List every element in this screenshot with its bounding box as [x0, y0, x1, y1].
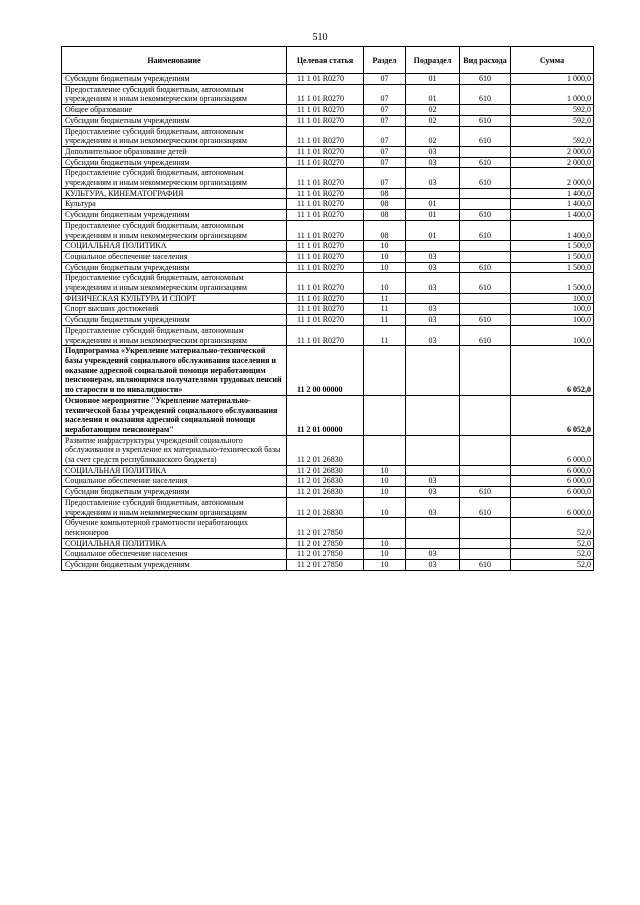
cell-subsection: 01 [406, 74, 460, 85]
cell-amount: 52,0 [511, 549, 594, 560]
cell-target: 11 1 01 R0270 [287, 293, 364, 304]
cell-name: Социальное обеспечение населения [62, 549, 287, 560]
table-row [62, 560, 594, 571]
table-row [62, 538, 594, 549]
cell-expense-type: 610 [460, 84, 511, 104]
cell-target: 11 2 01 27850 [287, 518, 364, 538]
cell-subsection: 01 [406, 220, 460, 240]
cell-amount: 100,0 [511, 315, 594, 326]
table-row [62, 487, 594, 498]
cell-section [364, 346, 406, 396]
cell-subsection [406, 346, 460, 396]
cell-amount: 1 400,0 [511, 210, 594, 221]
cell-name: СОЦИАЛЬНАЯ ПОЛИТИКА [62, 465, 287, 476]
table-row [62, 168, 594, 188]
cell-section [364, 518, 406, 538]
cell-subsection [406, 518, 460, 538]
cell-name: Предоставление субсидий бюджетным, автономным учреждениям и иным некоммерческим организациям [62, 220, 287, 240]
cell-amount: 1 500,0 [511, 262, 594, 273]
cell-expense-type: 610 [460, 560, 511, 571]
cell-expense-type: 610 [460, 126, 511, 146]
cell-target: 11 2 01 26830 [287, 465, 364, 476]
cell-section: 07 [364, 168, 406, 188]
table-row [62, 273, 594, 293]
cell-amount: 1 400,0 [511, 188, 594, 199]
cell-expense-type: 610 [460, 74, 511, 85]
budget-table [61, 46, 594, 571]
table-row [62, 199, 594, 210]
cell-expense-type [460, 251, 511, 262]
cell-name: Культура [62, 199, 287, 210]
cell-amount: 6 000,0 [511, 497, 594, 517]
table-row [62, 549, 594, 560]
cell-expense-type [460, 199, 511, 210]
cell-expense-type [460, 304, 511, 315]
cell-name: Предоставление субсидий бюджетным, автономным учреждениям и иным некоммерческим организациям [62, 273, 287, 293]
cell-section: 07 [364, 84, 406, 104]
cell-subsection: 02 [406, 105, 460, 116]
table-row [62, 518, 594, 538]
table-row [62, 241, 594, 252]
cell-section: 08 [364, 188, 406, 199]
cell-target: 11 1 01 R0270 [287, 241, 364, 252]
cell-expense-type: 610 [460, 497, 511, 517]
cell-target: 11 2 01 27850 [287, 560, 364, 571]
cell-subsection: 03 [406, 251, 460, 262]
cell-target: 11 1 01 R0270 [287, 168, 364, 188]
cell-name: Подпрограмма «Укрепление материально-технической базы учреждений социального обслуживания населения и оказание адресной социальной помощи неработающим пенсионерам, являющимся получателями трудовых пенсий по старости и по инвалидности» [62, 346, 287, 396]
cell-amount: 6 000,0 [511, 487, 594, 498]
cell-target: 11 1 01 R0270 [287, 199, 364, 210]
cell-amount: 1 500,0 [511, 251, 594, 262]
cell-subsection [406, 538, 460, 549]
table-row [62, 325, 594, 345]
cell-amount: 52,0 [511, 538, 594, 549]
column-header-name: Наименование [62, 47, 287, 74]
cell-subsection: 03 [406, 497, 460, 517]
cell-expense-type [460, 435, 511, 465]
cell-name: Обучение компьютерной грамотности неработающих пенсионеров [62, 518, 287, 538]
cell-expense-type: 610 [460, 210, 511, 221]
cell-amount: 100,0 [511, 325, 594, 345]
cell-name: Субсидии бюджетным учреждениям [62, 115, 287, 126]
table-row [62, 476, 594, 487]
cell-section: 10 [364, 465, 406, 476]
table-row [62, 346, 594, 396]
cell-target: 11 1 01 R0270 [287, 220, 364, 240]
cell-amount: 592,0 [511, 105, 594, 116]
cell-amount: 2 000,0 [511, 157, 594, 168]
cell-subsection [406, 435, 460, 465]
cell-amount: 1 000,0 [511, 84, 594, 104]
cell-amount: 592,0 [511, 126, 594, 146]
cell-name: СОЦИАЛЬНАЯ ПОЛИТИКА [62, 241, 287, 252]
cell-subsection: 02 [406, 126, 460, 146]
cell-section: 08 [364, 220, 406, 240]
cell-section: 07 [364, 157, 406, 168]
cell-name: Предоставление субсидий бюджетным, автономным учреждениям и иным некоммерческим организациям [62, 84, 287, 104]
cell-section: 10 [364, 241, 406, 252]
cell-subsection: 02 [406, 115, 460, 126]
cell-name: КУЛЬТУРА, КИНЕМАТОГРАФИЯ [62, 188, 287, 199]
cell-section: 07 [364, 74, 406, 85]
cell-expense-type [460, 241, 511, 252]
cell-amount: 6 052,0 [511, 346, 594, 396]
cell-expense-type [460, 146, 511, 157]
cell-name: Предоставление субсидий бюджетным, автономным учреждениям и иным некоммерческим организациям [62, 325, 287, 345]
table-row [62, 84, 594, 104]
cell-amount: 6 000,0 [511, 465, 594, 476]
cell-expense-type [460, 538, 511, 549]
cell-section: 10 [364, 497, 406, 517]
cell-amount: 52,0 [511, 518, 594, 538]
cell-target: 11 1 01 R0270 [287, 115, 364, 126]
cell-name: Субсидии бюджетным учреждениям [62, 262, 287, 273]
cell-section: 11 [364, 304, 406, 315]
cell-subsection: 03 [406, 273, 460, 293]
cell-name: Спорт высших достижений [62, 304, 287, 315]
cell-section: 10 [364, 538, 406, 549]
cell-target: 11 2 00 00000 [287, 346, 364, 396]
cell-target: 11 1 01 R0270 [287, 105, 364, 116]
cell-subsection: 03 [406, 476, 460, 487]
cell-name: ФИЗИЧЕСКАЯ КУЛЬТУРА И СПОРТ [62, 293, 287, 304]
cell-subsection: 03 [406, 549, 460, 560]
cell-section: 07 [364, 105, 406, 116]
table-row [62, 105, 594, 116]
cell-subsection: 03 [406, 315, 460, 326]
cell-expense-type [460, 476, 511, 487]
cell-amount: 1 400,0 [511, 220, 594, 240]
cell-target: 11 1 01 R0270 [287, 146, 364, 157]
cell-amount: 6 052,0 [511, 395, 594, 435]
page-number: 510 [312, 32, 328, 43]
cell-amount: 100,0 [511, 304, 594, 315]
table-row [62, 220, 594, 240]
cell-subsection: 01 [406, 210, 460, 221]
cell-expense-type [460, 518, 511, 538]
cell-target: 11 1 01 R0270 [287, 251, 364, 262]
cell-target: 11 2 01 26830 [287, 487, 364, 498]
cell-subsection [406, 293, 460, 304]
cell-expense-type [460, 465, 511, 476]
cell-subsection: 03 [406, 560, 460, 571]
cell-amount: 52,0 [511, 560, 594, 571]
cell-target: 11 2 01 26830 [287, 435, 364, 465]
cell-amount: 1 400,0 [511, 199, 594, 210]
cell-amount: 2 000,0 [511, 146, 594, 157]
table-body [62, 74, 594, 571]
cell-section: 07 [364, 126, 406, 146]
cell-subsection: 03 [406, 262, 460, 273]
cell-subsection [406, 241, 460, 252]
cell-section: 08 [364, 210, 406, 221]
cell-name: Общее образование [62, 105, 287, 116]
cell-subsection [406, 188, 460, 199]
cell-expense-type: 610 [460, 262, 511, 273]
table-row [62, 465, 594, 476]
cell-section: 07 [364, 115, 406, 126]
cell-subsection: 03 [406, 168, 460, 188]
cell-name: Социальное обеспечение населения [62, 476, 287, 487]
cell-target: 11 2 01 27850 [287, 549, 364, 560]
cell-subsection: 03 [406, 487, 460, 498]
cell-expense-type [460, 105, 511, 116]
table-row [62, 251, 594, 262]
cell-target: 11 1 01 R0270 [287, 157, 364, 168]
cell-subsection: 01 [406, 84, 460, 104]
cell-amount: 1 500,0 [511, 273, 594, 293]
cell-expense-type [460, 346, 511, 396]
cell-name: Основное мероприятие "Укрепление материально-технической базы учреждений социального обслуживания населения и оказания адресной социальной помощи неработающим пенсионерам" [62, 395, 287, 435]
cell-target: 11 2 01 00000 [287, 395, 364, 435]
cell-name: Субсидии бюджетным учреждениям [62, 560, 287, 571]
cell-name: Предоставление субсидий бюджетным, автономным учреждениям и иным некоммерческим организациям [62, 126, 287, 146]
cell-target: 11 1 01 R0270 [287, 304, 364, 315]
cell-name: Субсидии бюджетным учреждениям [62, 210, 287, 221]
cell-subsection: 03 [406, 325, 460, 345]
cell-amount: 592,0 [511, 115, 594, 126]
cell-expense-type: 610 [460, 315, 511, 326]
cell-section: 10 [364, 476, 406, 487]
cell-subsection [406, 395, 460, 435]
cell-expense-type: 610 [460, 273, 511, 293]
cell-subsection: 01 [406, 199, 460, 210]
cell-target: 11 1 01 R0270 [287, 84, 364, 104]
cell-amount: 6 000,0 [511, 435, 594, 465]
cell-name: Развитие инфраструктуры учреждений социального обслуживания и укрепление их материально-технической базы (за счет средств республиканского бюджета) [62, 435, 287, 465]
cell-name: Предоставление субсидий бюджетным, автономным учреждениям и иным некоммерческим организациям [62, 168, 287, 188]
cell-name: Субсидии бюджетным учреждениям [62, 315, 287, 326]
cell-target: 11 1 01 R0270 [287, 273, 364, 293]
cell-name: СОЦИАЛЬНАЯ ПОЛИТИКА [62, 538, 287, 549]
column-header-target: Целевая статья [287, 47, 364, 74]
table-row [62, 435, 594, 465]
cell-section: 10 [364, 487, 406, 498]
cell-target: 11 1 01 R0270 [287, 74, 364, 85]
column-header-section: Раздел [364, 47, 406, 74]
table-row [62, 188, 594, 199]
cell-target: 11 2 01 26830 [287, 476, 364, 487]
table-row [62, 497, 594, 517]
cell-target: 11 1 01 R0270 [287, 262, 364, 273]
cell-amount: 6 000,0 [511, 476, 594, 487]
cell-expense-type [460, 293, 511, 304]
cell-expense-type [460, 395, 511, 435]
column-header-subsection: Подраздел [406, 47, 460, 74]
cell-expense-type: 610 [460, 220, 511, 240]
table-row [62, 115, 594, 126]
table-row [62, 315, 594, 326]
cell-name: Предоставление субсидий бюджетным, автономным учреждениям и иным некоммерческим организациям [62, 497, 287, 517]
cell-section: 08 [364, 199, 406, 210]
cell-section: 11 [364, 293, 406, 304]
cell-section: 11 [364, 325, 406, 345]
cell-subsection: 03 [406, 146, 460, 157]
cell-name: Субсидии бюджетным учреждениям [62, 487, 287, 498]
cell-amount: 1 000,0 [511, 74, 594, 85]
table-row [62, 262, 594, 273]
cell-section: 11 [364, 315, 406, 326]
table-row [62, 74, 594, 85]
table-row [62, 304, 594, 315]
cell-expense-type: 610 [460, 168, 511, 188]
cell-subsection: 03 [406, 304, 460, 315]
table-row [62, 157, 594, 168]
cell-section [364, 435, 406, 465]
cell-amount: 2 000,0 [511, 168, 594, 188]
cell-target: 11 1 01 R0270 [287, 188, 364, 199]
cell-name: Дополнительное образование детей [62, 146, 287, 157]
cell-target: 11 2 01 26830 [287, 497, 364, 517]
cell-target: 11 1 01 R0270 [287, 325, 364, 345]
cell-expense-type: 610 [460, 115, 511, 126]
cell-subsection: 03 [406, 157, 460, 168]
cell-section: 10 [364, 560, 406, 571]
cell-target: 11 1 01 R0270 [287, 210, 364, 221]
cell-target: 11 1 01 R0270 [287, 126, 364, 146]
cell-amount: 1 500,0 [511, 241, 594, 252]
cell-target: 11 1 01 R0270 [287, 315, 364, 326]
cell-section: 10 [364, 251, 406, 262]
cell-name: Социальное обеспечение населения [62, 251, 287, 262]
cell-section: 10 [364, 262, 406, 273]
cell-expense-type: 610 [460, 157, 511, 168]
cell-section [364, 395, 406, 435]
cell-expense-type: 610 [460, 325, 511, 345]
column-header-amount: Сумма [511, 47, 594, 74]
table-row [62, 146, 594, 157]
cell-section: 10 [364, 273, 406, 293]
cell-expense-type [460, 549, 511, 560]
table-row [62, 126, 594, 146]
cell-name: Субсидии бюджетным учреждениям [62, 74, 287, 85]
column-header-expense-type: Вид расхода [460, 47, 511, 74]
cell-expense-type: 610 [460, 487, 511, 498]
table-row [62, 395, 594, 435]
cell-section: 07 [364, 146, 406, 157]
cell-section: 10 [364, 549, 406, 560]
table-header-row [62, 47, 594, 74]
cell-amount: 100,0 [511, 293, 594, 304]
cell-name: Субсидии бюджетным учреждениям [62, 157, 287, 168]
table-row [62, 293, 594, 304]
cell-subsection [406, 465, 460, 476]
table-row [62, 210, 594, 221]
cell-expense-type [460, 188, 511, 199]
cell-target: 11 2 01 27850 [287, 538, 364, 549]
